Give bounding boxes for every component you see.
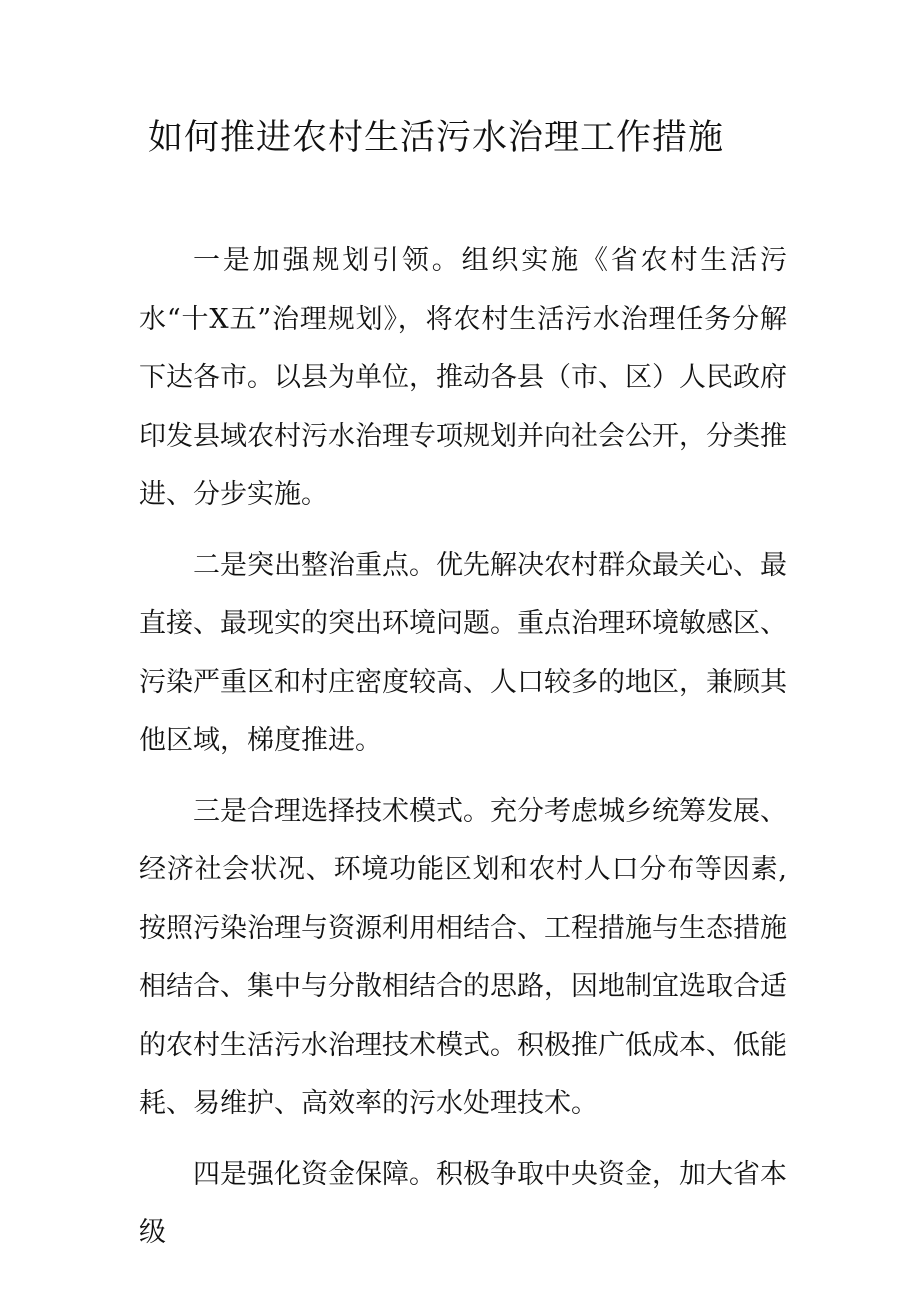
document-body <box>139 232 787 1275</box>
paragraph-1: 一是加强规划引领。组织实施《省农村生活污水“十X五”治理规划》，将农村生活污水治理任务分解下达各市。以县为单位，推动各县（市、区）人民政府印发县域农村污水治理专项规划并向社会公开，分类推进、分步实施。 <box>139 245 787 510</box>
paragraph-4: 四是强化资金保障。积极争取中央资金，加大省本级 <box>139 1158 787 1248</box>
paragraph-3: 三是合理选择技术模式。充分考虑城乡统筹发展、经济社会状况、环境功能区划和农村人口分布等因素,按照污染治理与资源利用相结合、工程措施与生态措施相结合、集中与分散相结合的思路，因地制宜选取合适的农村生活污水治理技术模式。积极推广低成本、低能耗、易维护、高效率的污水处理技术。 <box>139 795 787 1119</box>
document-title: 如何推进农村生活污水治理工作措施 <box>148 118 725 158</box>
paragraph-2: 二是突出整治重点。优先解决农村群众最关心、最直接、最现实的突出环境问题。重点治理环境敏感区、污染严重区和村庄密度较高、人口较多的地区，兼顾其他区域，梯度推进。 <box>139 549 787 756</box>
